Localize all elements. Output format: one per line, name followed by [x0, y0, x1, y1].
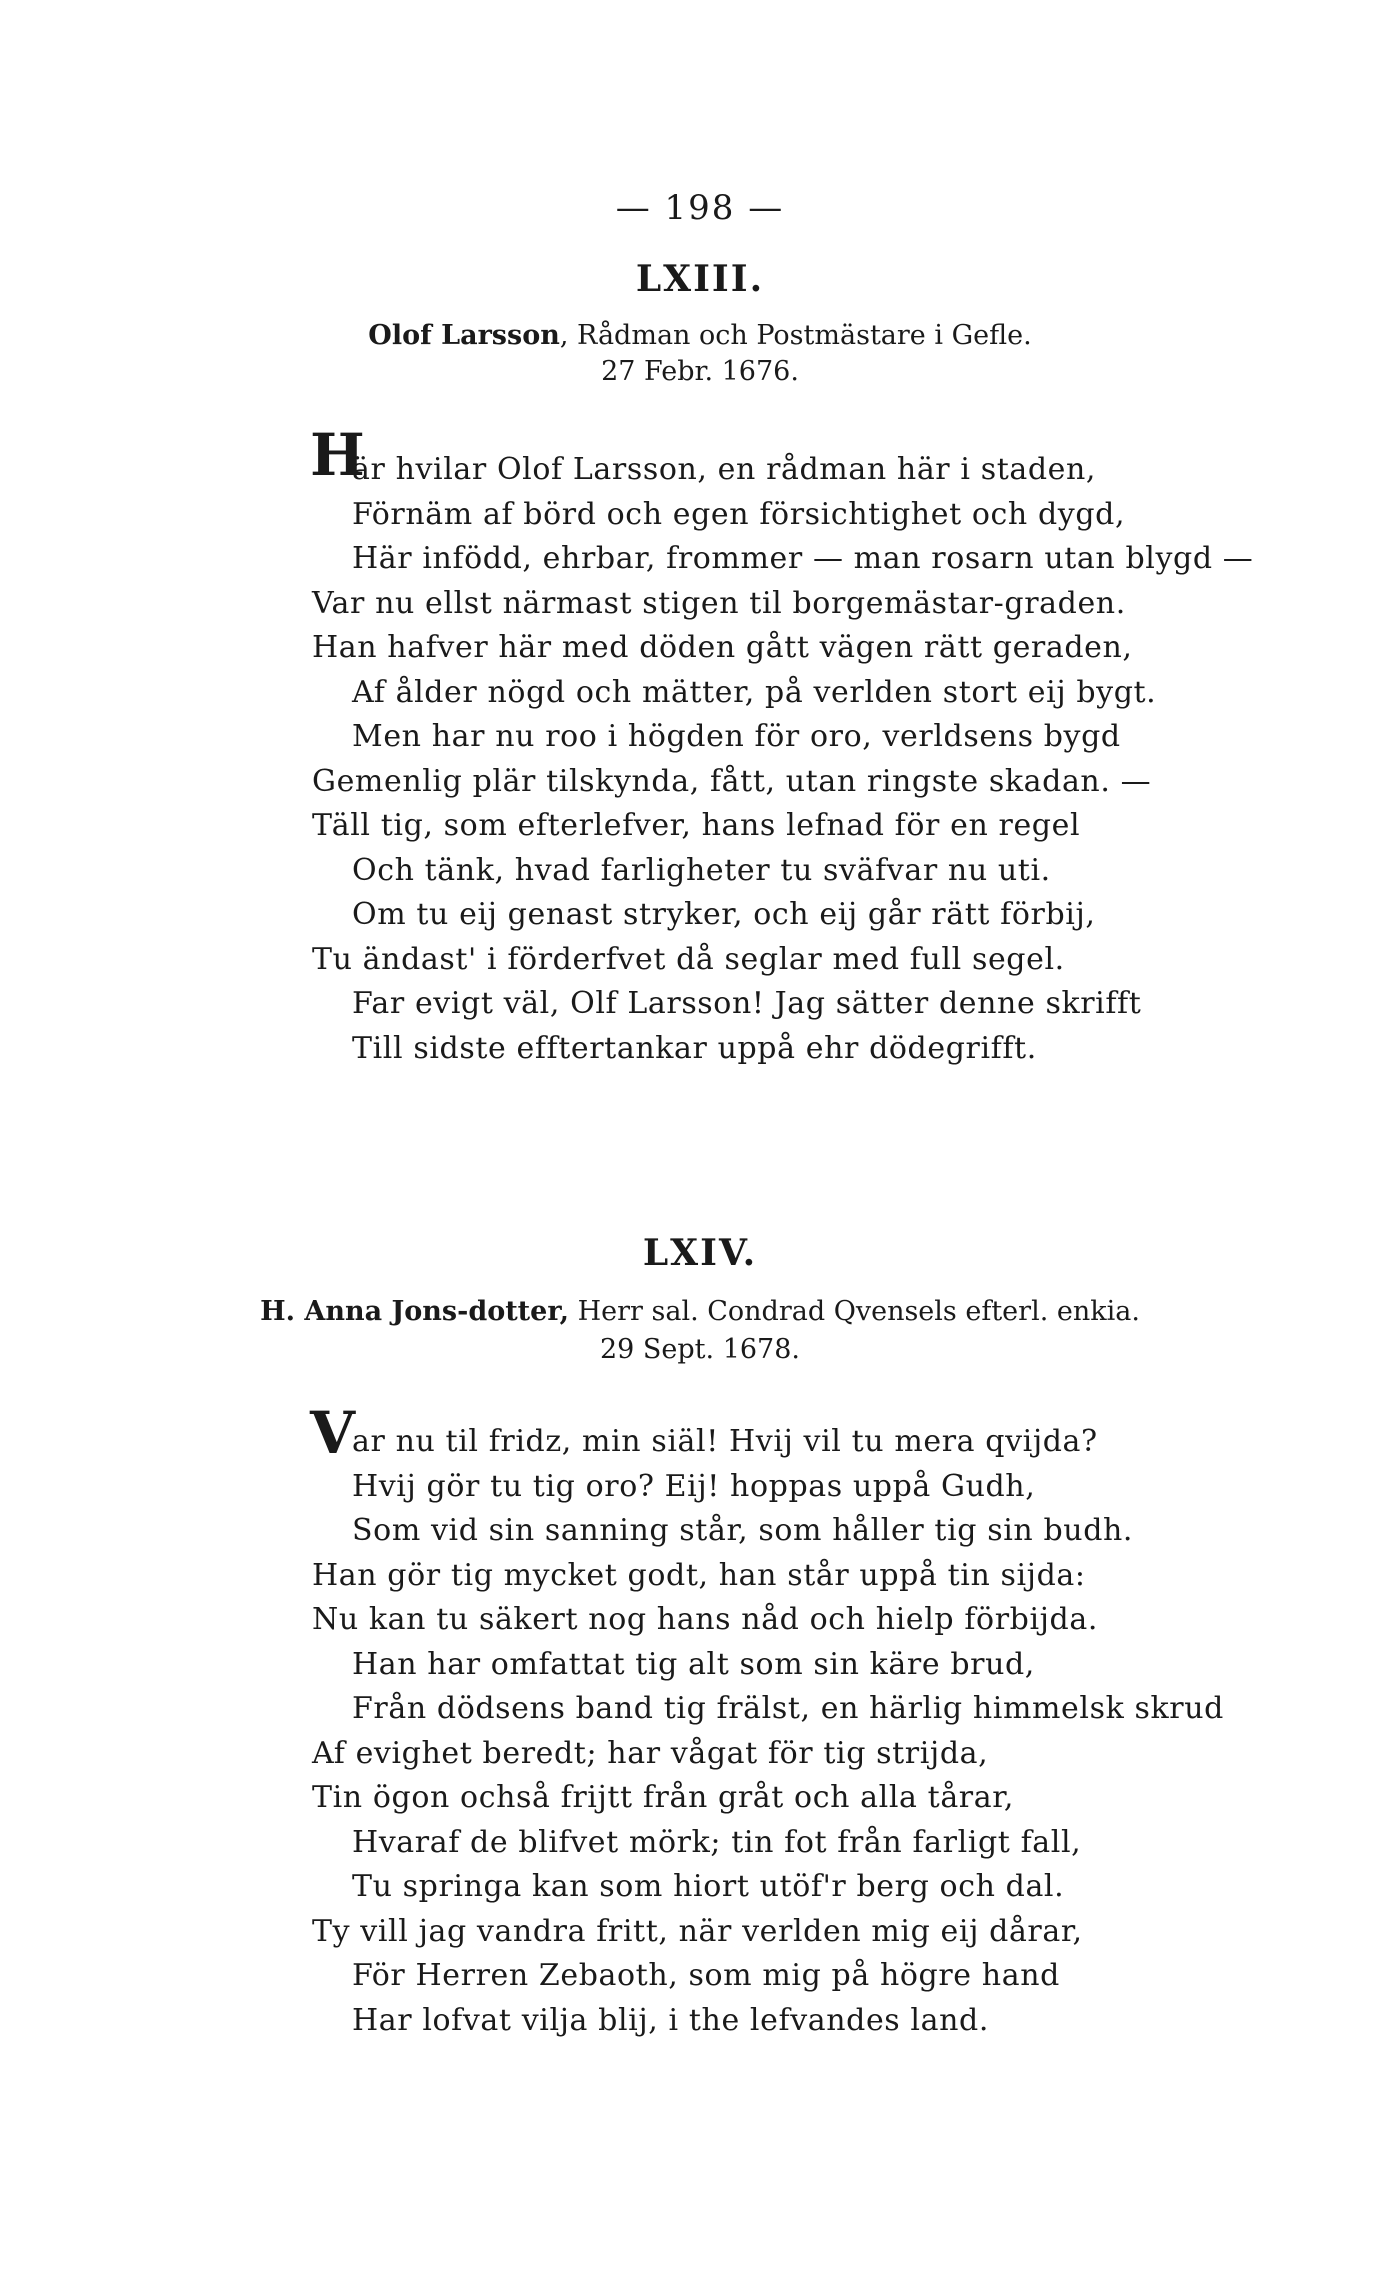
poem-line: Var nu ellst närmast stigen til borgemästar-graden. — [312, 585, 1126, 621]
epitaph-heading-lxiii — [0, 320, 1400, 351]
poem-line: Men har nu roo i högden för oro, verldsens bygd — [352, 719, 1121, 754]
poem-line: Förnäm af börd och egen försichtighet och dygd, — [352, 496, 1126, 532]
section-numeral-lxiii: LXIII. — [635, 258, 765, 300]
deceased-name: Olof Larsson — [368, 320, 560, 351]
poem-line: Af ålder nögd och mätter, på verlden stort eij bygt. — [352, 674, 1157, 710]
epitaph-poem-lxiii — [312, 448, 1352, 1071]
poem-line: Från dödsens band tig frälst, en härlig himmelsk skrud — [352, 1691, 1224, 1726]
poem-line: Som vid sin sanning står, som håller tig sin budh. — [352, 1513, 1134, 1548]
poem-line: Af evighet beredt; har vågat för tig strijda, — [312, 1735, 989, 1771]
epitaph-date-lxiv: 29 Sept. 1678. — [599, 1334, 800, 1365]
epitaph-heading-lxiv — [0, 1296, 1400, 1327]
epitaph-date-lxiii: 27 Febr. 1676. — [601, 356, 799, 387]
poem-line: Gemenlig plär tilskynda, fått, utan ringste skadan. — — [312, 763, 1152, 799]
deceased-title: Herr sal. Condrad Qvensels efterl. enkia. — [568, 1296, 1140, 1327]
epitaph-poem-lxiv — [312, 1420, 1352, 2043]
page-number: — 198 — — [615, 188, 785, 228]
poem-line: är hvilar Olof Larsson, en rådman här i staden, — [352, 452, 1097, 487]
drop-cap-lxiv: V — [310, 1399, 356, 1467]
poem-line: Hvaraf de blifvet mörk; tin fot från farligt fall, — [352, 1824, 1082, 1860]
poem-line: Tin ögon ochså frijtt från gråt och alla tårar, — [312, 1780, 1015, 1815]
deceased-name: H. Anna Jons-dotter, — [260, 1296, 569, 1327]
poem-line: Täll tig, som efterlefver, hans lefnad för en regel — [312, 808, 1081, 843]
poem-line: Om tu eij genast stryker, och eij går rätt förbij, — [352, 897, 1096, 932]
poem-line: För Herren Zebaoth, som mig på högre hand — [352, 1958, 1060, 1993]
poem-line: Nu kan tu säkert nog hans nåd och hielp förbijda. — [312, 1602, 1098, 1637]
poem-line: Far evigt väl, Olf Larsson! Jag sätter denne skrifft — [352, 986, 1142, 1021]
deceased-title: , Rådman och Postmästare i Gefle. — [559, 320, 1032, 351]
poem-line: ar nu til fridz, min siäl! Hvij vil tu mera qvijda? — [352, 1424, 1098, 1459]
poem-line: Här infödd, ehrbar, frommer — man rosarn utan blygd — — [352, 541, 1254, 576]
poem-line: Han har omfattat tig alt som sin käre brud, — [352, 1646, 1035, 1682]
poem-line: Tu springa kan som hiort utöf'r berg och dal. — [352, 1869, 1065, 1904]
drop-cap-lxiii: H — [310, 421, 365, 489]
poem-line: Han hafver här med döden gått vägen rätt geraden, — [312, 630, 1133, 665]
poem-line: Han gör tig mycket godt, han står uppå tin sijda: — [312, 1557, 1086, 1593]
section-numeral-lxiv: LXIV. — [642, 1232, 758, 1274]
poem-line: Till sidste efftertankar uppå ehr dödegrifft. — [352, 1030, 1037, 1066]
poem-line: Tu ändast' i förderfvet då seglar med full segel. — [312, 941, 1065, 977]
poem-line: Har lofvat vilja blij, i the lefvandes land. — [352, 2002, 989, 2038]
poem-line: Ty vill jag vandra fritt, när verlden mig eij dårar, — [312, 1913, 1083, 1949]
poem-line: Hvij gör tu tig oro? Eij! hoppas uppå Gudh, — [352, 1468, 1036, 1504]
poem-line: Och tänk, hvad farligheter tu sväfvar nu uti. — [352, 852, 1051, 888]
